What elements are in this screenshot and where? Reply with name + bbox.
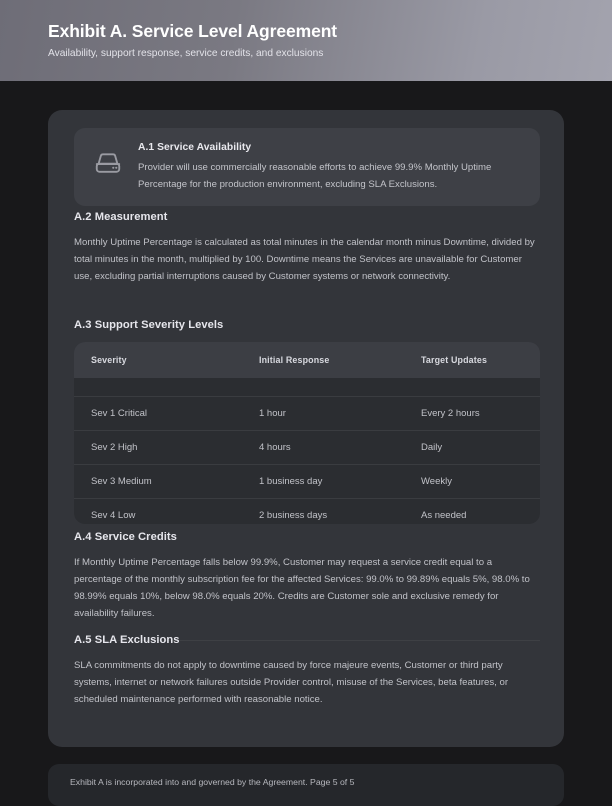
callout-text: Provider will use commercially reasonable efforts to achieve 99.9% Monthly Uptime Percentage for the production environment, excluding SLA Exclusions. xyxy=(138,162,492,190)
column-header-initial-response: Initial Response xyxy=(259,342,421,378)
cell-target-updates: Every 2 hours xyxy=(421,397,540,431)
section-measurement xyxy=(74,211,540,285)
service-availability-callout xyxy=(74,128,540,206)
cell-initial-response: 1 business day xyxy=(259,465,421,499)
cell-initial-response: 2 business days xyxy=(259,499,421,525)
section-body-measurement: Monthly Uptime Percentage is calculated as total minutes in the calendar month minus Downtime, divided by total minutes in the month, multiplied by 100. Downtime means the Services are unavailable for Customer use, excluding partial interruptions caused by Customer systems or network connectivity. xyxy=(74,237,535,283)
severity-table xyxy=(74,342,540,524)
footer-text: Exhibit A is incorporated into and governed by the Agreement. Page 5 of 5 xyxy=(70,777,355,787)
section-body-sla-exclusions: SLA commitments do not apply to downtime caused by force majeure events, Customer or third party systems, internet or network failures outside Provider control, misuse of the Services, beta features, or scheduled maintenance performed with reasonable notice. xyxy=(74,660,509,706)
table-row xyxy=(74,397,540,431)
severity-table-container xyxy=(74,342,540,524)
cell-target-updates: Weekly xyxy=(421,465,540,499)
cell-severity: Sev 2 High xyxy=(74,431,259,465)
cell-severity: Sev 3 Medium xyxy=(74,465,259,499)
cell-target-updates: As needed xyxy=(421,499,540,525)
callout-title: A.1 Service Availability xyxy=(138,142,252,153)
page-subtitle: Availability, support response, service credits, and exclusions xyxy=(48,47,324,59)
page-footer xyxy=(48,764,564,806)
callout-body xyxy=(138,142,524,192)
hard-drive-icon xyxy=(92,147,124,179)
table-row xyxy=(74,431,540,465)
page-header-banner xyxy=(0,0,612,81)
table-spacer-row xyxy=(74,378,540,397)
section-heading-sla-exclusions: A.5 SLA Exclusions xyxy=(74,634,180,646)
severity-table-body xyxy=(74,378,540,524)
section-heading-severity-levels: A.3 Support Severity Levels xyxy=(74,319,224,331)
section-severity-levels xyxy=(74,319,540,524)
column-header-target-updates: Target Updates xyxy=(421,342,540,378)
cell-severity: Sev 4 Low xyxy=(74,499,259,525)
page-title: Exhibit A. Service Level Agreement xyxy=(48,20,338,41)
cell-target-updates: Daily xyxy=(421,431,540,465)
cell-severity: Sev 1 Critical xyxy=(74,397,259,431)
section-body-service-credits: If Monthly Uptime Percentage falls below 99.9%, Customer may request a service credit equal to a percentage of the monthly subscription fee for the affected Services: 99.0% to 99.89% equals 5%, 98.0% to 98.99% equals 10%, below 98.0% equals 20%. Credits are Customer sole and exclusive remedy for availability failures. xyxy=(74,557,530,620)
table-row xyxy=(74,465,540,499)
section-sla-exclusions xyxy=(74,634,540,708)
table-header-row xyxy=(74,342,540,378)
cell-initial-response: 4 hours xyxy=(259,431,421,465)
section-heading-service-credits: A.4 Service Credits xyxy=(74,531,177,543)
section-service-credits xyxy=(74,531,540,622)
table-row xyxy=(74,499,540,525)
cell-initial-response: 1 hour xyxy=(259,397,421,431)
severity-table-head xyxy=(74,342,540,378)
column-header-severity: Severity xyxy=(74,342,259,378)
section-heading-measurement: A.2 Measurement xyxy=(74,211,168,223)
